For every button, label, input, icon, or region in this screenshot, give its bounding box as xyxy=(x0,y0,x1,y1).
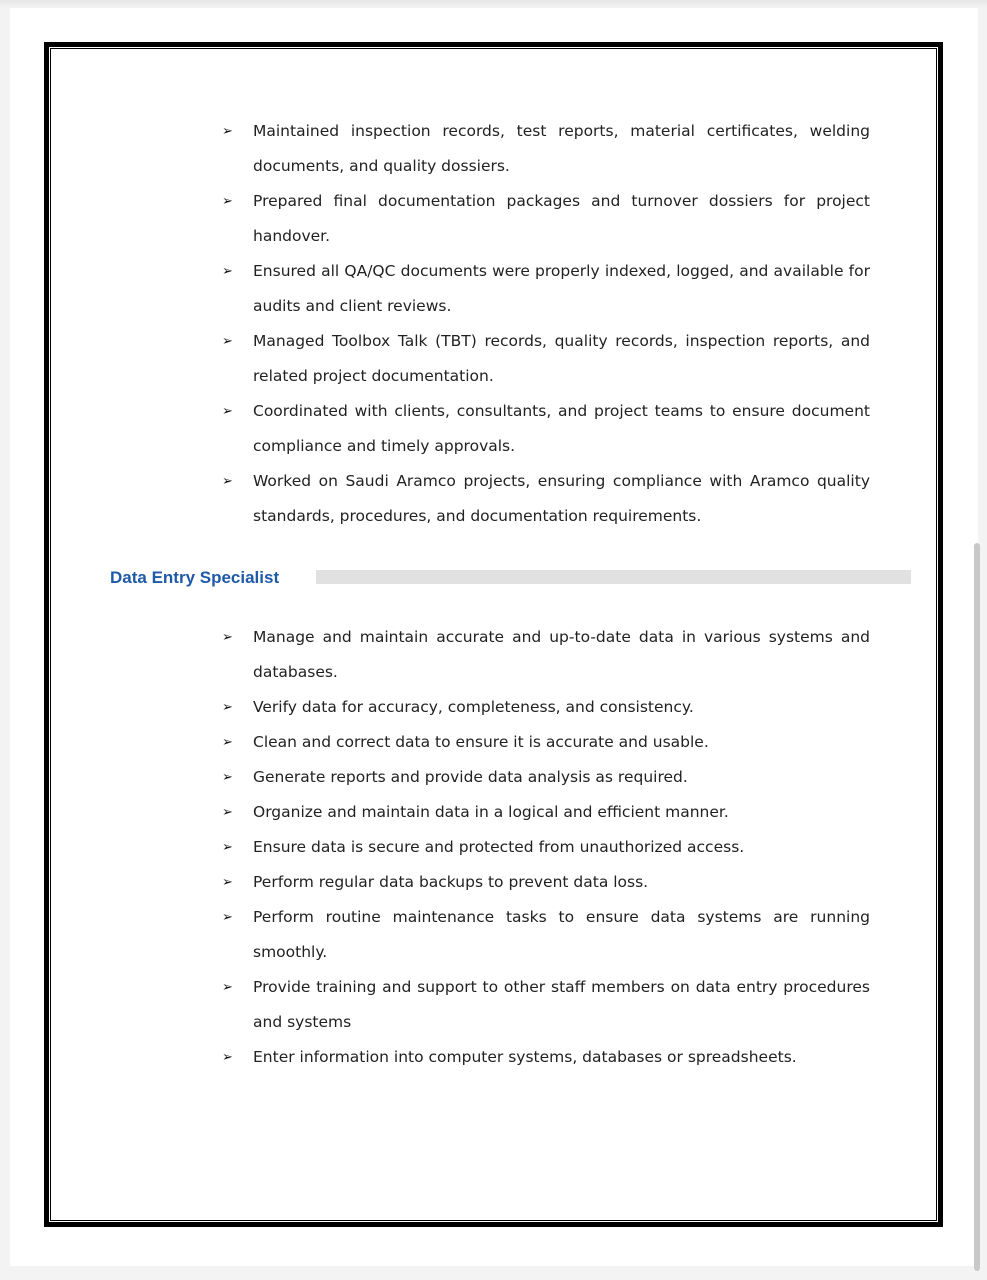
bullet-text: Clean and correct data to ensure it is accurate and usable. xyxy=(253,733,709,751)
arrow-bullet-icon: ➢ xyxy=(222,334,233,349)
bullet-item xyxy=(222,114,870,184)
bullet-item xyxy=(222,865,870,900)
bullet-item xyxy=(222,620,870,690)
bullet-text: Generate reports and provide data analysis as required. xyxy=(253,768,688,786)
arrow-bullet-icon: ➢ xyxy=(222,980,233,995)
bullet-item xyxy=(222,830,870,865)
bullet-item xyxy=(222,795,870,830)
arrow-bullet-icon: ➢ xyxy=(222,264,233,279)
bullet-item xyxy=(222,900,870,970)
bullet-text: Perform regular data backups to prevent data loss. xyxy=(253,873,649,891)
arrow-bullet-icon: ➢ xyxy=(222,875,233,890)
bullet-text: Manage and maintain accurate and up-to-date data in various systems and databases. xyxy=(253,628,870,681)
viewer-top-band xyxy=(0,0,987,8)
bullet-text: Ensured all QA/QC documents were properly indexed, logged, and available for audits and client reviews. xyxy=(253,262,870,315)
bullet-text: Maintained inspection records, test reports, material certificates, welding documents, and quality dossiers. xyxy=(253,122,870,175)
arrow-bullet-icon: ➢ xyxy=(222,124,233,139)
arrow-bullet-icon: ➢ xyxy=(222,910,233,925)
bullet-text: Verify data for accuracy, completeness, and consistency. xyxy=(253,698,694,716)
bullet-item xyxy=(222,1040,870,1075)
arrow-bullet-icon: ➢ xyxy=(222,840,233,855)
bullet-item xyxy=(222,690,870,725)
bullet-item xyxy=(222,394,870,464)
bullet-text: Ensure data is secure and protected from unauthorized access. xyxy=(253,838,745,856)
bullet-item xyxy=(222,760,870,795)
arrow-bullet-icon: ➢ xyxy=(222,805,233,820)
section-divider-bar xyxy=(316,570,911,584)
arrow-bullet-icon: ➢ xyxy=(222,474,233,489)
bullet-item xyxy=(222,184,870,254)
arrow-bullet-icon: ➢ xyxy=(222,404,233,419)
arrow-bullet-icon: ➢ xyxy=(222,700,233,715)
section-title-data-entry-specialist: Data Entry Specialist xyxy=(110,568,280,587)
bullet-text: Perform routine maintenance tasks to ensure data systems are running smoothly. xyxy=(253,908,870,961)
qa-documentation-bullet-list xyxy=(222,114,870,534)
data-entry-bullet-list xyxy=(222,620,870,1075)
arrow-bullet-icon: ➢ xyxy=(222,770,233,785)
bullet-text: Prepared final documentation packages and turnover dossiers for project handover. xyxy=(253,192,870,245)
arrow-bullet-icon: ➢ xyxy=(222,194,233,209)
arrow-bullet-icon: ➢ xyxy=(222,630,233,645)
bullet-text: Enter information into computer systems, databases or spreadsheets. xyxy=(253,1048,797,1066)
bullet-text: Coordinated with clients, consultants, and project teams to ensure document compliance and timely approvals. xyxy=(253,402,870,455)
bullet-item xyxy=(222,254,870,324)
bullet-text: Organize and maintain data in a logical and efficient manner. xyxy=(253,803,729,821)
bullet-item xyxy=(222,725,870,760)
bullet-item xyxy=(222,970,870,1040)
bullet-text: Provide training and support to other staff members on data entry procedures and systems xyxy=(253,978,870,1031)
bullet-item xyxy=(222,324,870,394)
vertical-scrollbar-thumb[interactable] xyxy=(974,543,980,1271)
arrow-bullet-icon: ➢ xyxy=(222,1050,233,1065)
arrow-bullet-icon: ➢ xyxy=(222,735,233,750)
bullet-text: Worked on Saudi Aramco projects, ensuring compliance with Aramco quality standards, procedures, and documentation requirements. xyxy=(253,472,870,525)
bullet-text: Managed Toolbox Talk (TBT) records, quality records, inspection reports, and related project documentation. xyxy=(253,332,870,385)
bullet-item xyxy=(222,464,870,534)
